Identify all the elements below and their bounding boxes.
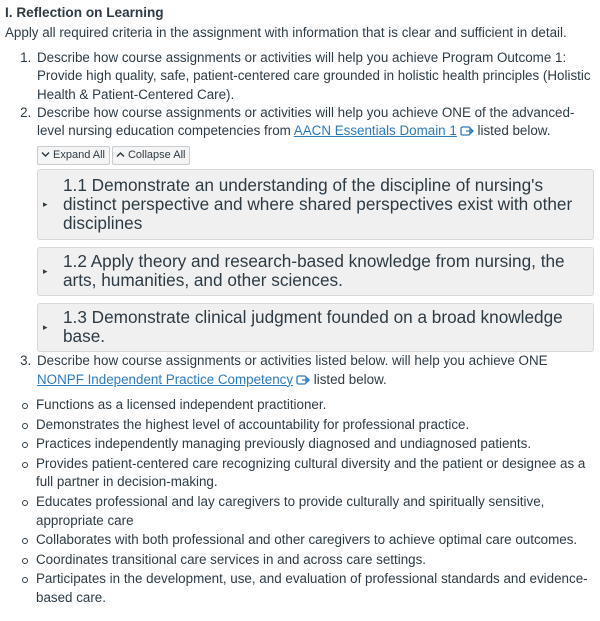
list-item: Coordinates transitional care services in and across care settings. <box>5 551 594 570</box>
criteria-item-3 <box>35 352 594 391</box>
nonpf-competency-list <box>5 396 594 608</box>
list-item: Practices independently managing previously diagnosed and undiagnosed patients. <box>5 435 594 454</box>
expand-all-button[interactable] <box>37 146 110 165</box>
chevron-up-icon <box>116 148 125 163</box>
caret-right-icon: ▸ <box>43 199 48 210</box>
criteria-item-3-pre: Describe how course assignments or activities listed below. will help you achieve ONE <box>37 353 548 369</box>
accordion-item-1-1[interactable] <box>37 169 594 240</box>
list-item: Participates in the development, use, and evaluation of professional standards and evidence-based care. <box>5 570 594 607</box>
accordion-item-1-3[interactable] <box>37 303 594 352</box>
criteria-item-1 <box>35 49 594 104</box>
list-item: Provides patient-centered care recognizing cultural diversity and the patient or designee as a full partner in decision-making. <box>5 455 594 492</box>
caret-right-icon: ▸ <box>43 322 48 333</box>
criteria-item-2-post: listed below. <box>473 123 551 139</box>
list-item: Educates professional and lay caregivers to provide culturally and spiritually sensitive, appropriate care <box>5 493 594 530</box>
expand-all-label: Expand All <box>53 149 105 162</box>
nonpf-competency-link[interactable]: NONPF Independent Practice Competency <box>37 371 294 387</box>
section-intro: Apply all required criteria in the assignment with information that is clear and sufficient in detail. <box>5 25 567 40</box>
list-item: Demonstrates the highest level of accountability for professional practice. <box>5 416 594 435</box>
caret-right-icon: ▸ <box>43 266 48 277</box>
accordion-item-label: 1.2 Apply theory and research-based knowledge from nursing, the arts, humanities, and other sciences. <box>63 251 565 291</box>
external-link-icon <box>296 373 310 391</box>
external-link-icon <box>460 124 474 142</box>
criteria-item-3-post: listed below. <box>310 371 387 387</box>
section-heading: I. Reflection on Learning <box>5 5 164 20</box>
list-item: Collaborates with both professional and other caregivers to achieve optimal care outcomes. <box>5 531 594 550</box>
aacn-essentials-link[interactable]: AACN Essentials Domain 1 <box>293 123 457 139</box>
list-item: Functions as a licensed independent practitioner. <box>5 396 594 415</box>
chevron-down-icon <box>41 148 50 163</box>
competency-accordion <box>37 169 594 352</box>
accordion-item-label: 1.3 Demonstrate clinical judgment founded on a broad knowledge base. <box>63 307 563 347</box>
criteria-item-2-pre: Describe how course assignments or activities will help you achieve ONE of the advanced-level nursing education competencies from <box>37 104 575 139</box>
criteria-item-1-text: Describe how course assignments or activities will help you achieve Program Outcome 1: Provide high quality, safe, patient-centered care grounded in holistic health principles (Holistic Health & Patient-Centered Care). <box>37 50 591 102</box>
accordion-item-label: 1.1 Demonstrate an understanding of the discipline of nursing's distinct perspective and where shared perspectives exist with other disciplines <box>63 174 573 233</box>
criteria-item-2 <box>35 104 594 353</box>
accordion-item-1-2[interactable] <box>37 247 594 296</box>
accordion-controls <box>37 146 594 165</box>
collapse-all-label: Collapse All <box>127 149 186 162</box>
criteria-list <box>5 49 594 391</box>
collapse-all-button[interactable] <box>112 146 190 165</box>
